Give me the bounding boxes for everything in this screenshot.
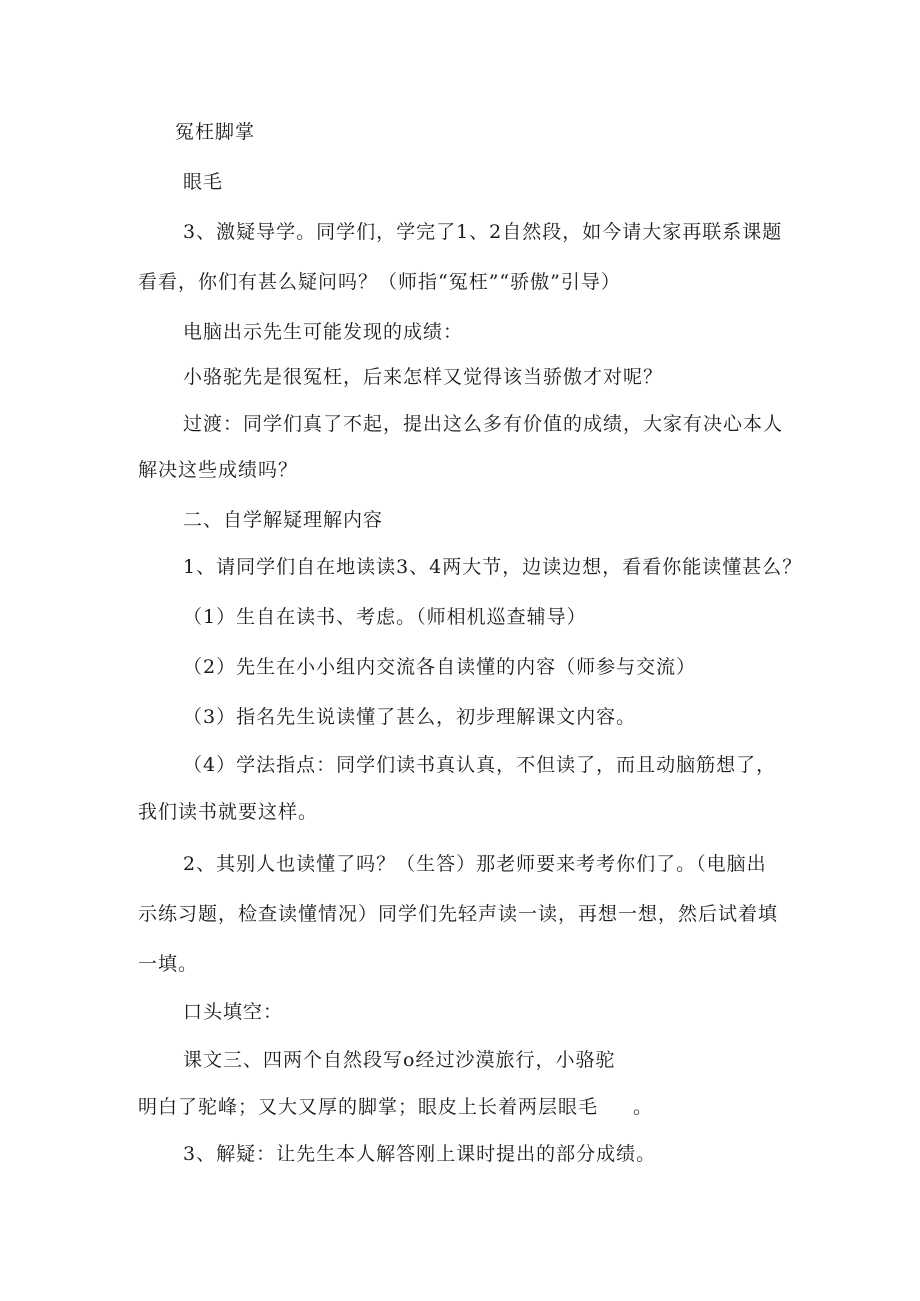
paragraph-line-11: （1）生自在读书、考虑。（师相机巡查辅导） [183, 606, 587, 628]
paragraph-line-1: 冤枉脚掌 [175, 121, 256, 143]
paragraph-line-6: 小骆驼先是很冤枉，后来怎样又觉得该当骄傲才对呢？ [183, 366, 664, 388]
paragraph-line-22: 3、解疑：让先生本人解答刚上课时提出的部分成绩。 [183, 1143, 657, 1165]
paragraph-line-16: 2、其别人也读懂了吗？（生答）那老师要来考考你们了。（电脑出 [183, 853, 767, 875]
paragraph-line-21: 明白了驼峰；又大又厚的脚掌；眼皮上长着两层眼毛 [138, 1096, 599, 1118]
paragraph-line-8: 解决这些成绩吗？ [138, 459, 299, 481]
paragraph-line-17: 示练习题，检查读懂情况）同学们先轻声读一读，再想一想，然后试着填 [138, 903, 779, 925]
paragraph-line-3: 3、激疑导学。同学们，学完了1、2自然段，如今请大家再联系课题 [183, 221, 783, 243]
paragraph-line-21-end: 。 [633, 1096, 654, 1118]
paragraph-line-10: 1、请同学们自在地读读3、4两大节，边读边想，看看你能读懂甚么？ [183, 556, 803, 578]
paragraph-line-18: 一填。 [138, 953, 199, 975]
paragraph-line-19: 口头填空： [183, 1001, 284, 1023]
section-heading: 二、自学解疑理解内容 [183, 509, 384, 531]
paragraph-line-14: （4）学法指点：同学们读书真认真，不但读了，而且动脑筋想了， [183, 754, 777, 776]
paragraph-line-20: 课文三、四两个自然段写o经过沙漠旅行，小骆驼 [183, 1049, 616, 1071]
paragraph-line-7: 过渡：同学们真了不起，提出这么多有价值的成绩，大家有决心本人 [183, 413, 784, 435]
paragraph-line-15: 我们读书就要这样。 [138, 801, 319, 823]
paragraph-line-4: 看看，你们有甚么疑问吗？（师指“冤枉”“骄傲”引导） [138, 271, 621, 293]
paragraph-line-12: （2）先生在小小组内交流各自读懂的内容（师参与交流） [183, 656, 697, 678]
paragraph-line-13: （3）指名先生说读懂了甚么，初步理解课文内容。 [183, 706, 637, 728]
paragraph-line-5: 电脑出示先生可能发现的成绩： [183, 321, 464, 343]
paragraph-line-2: 眼毛 [183, 171, 224, 193]
